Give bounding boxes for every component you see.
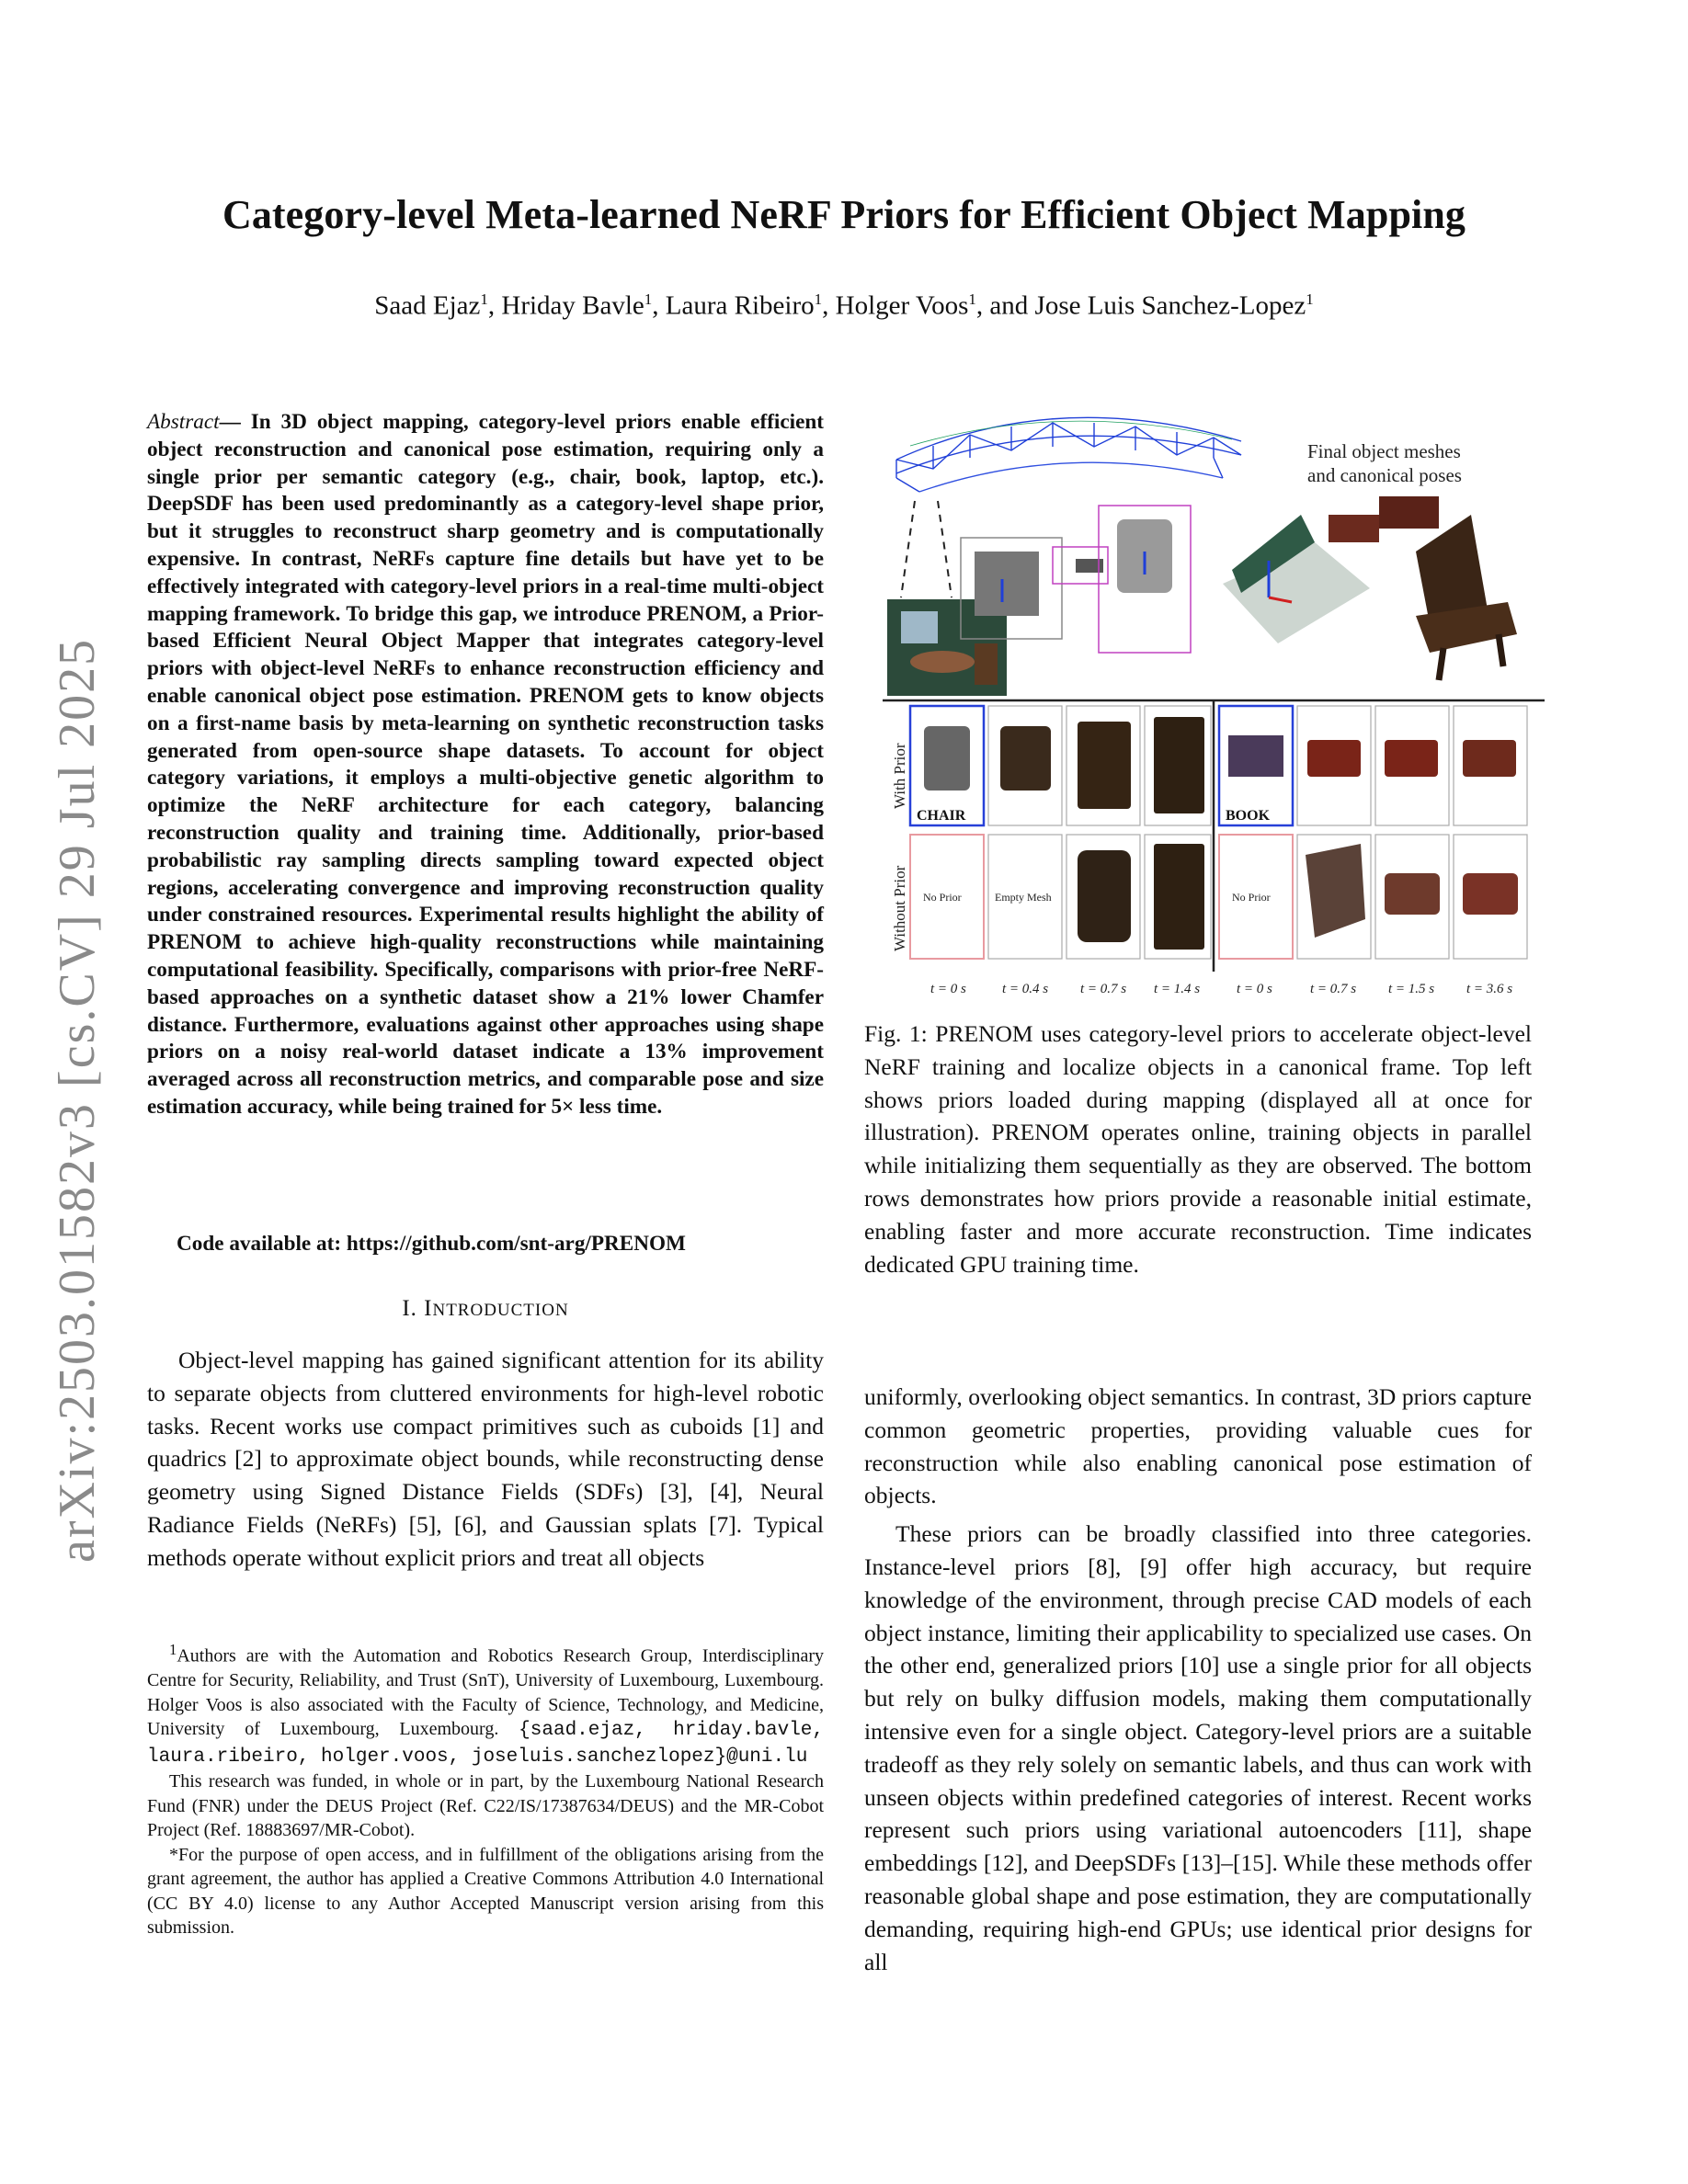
final-meshes-graphic [1223, 496, 1517, 680]
empty-mesh-label: Empty Mesh [995, 891, 1052, 904]
author-list: Saad Ejaz$^1$, Hriday Bavle$^1$, Laura Ribeiro$^1$, Holger Voos$^1$, and Jose Luis Sanchez-Lopez$^1$ [374, 290, 1314, 321]
author: Laura Ribeiro [665, 290, 815, 321]
footnote-funding: This research was funded, in whole or in part, by the Luxembourg National Research Fund (FNR) under the DEUS Project (Ref. C22/IS/17387634/DEUS) and the MR-Cobot Project (Ref. 18883697/MR-Cobot). [147, 1771, 824, 1841]
without-prior-row [910, 835, 1527, 959]
intro-paragraph: Object-level mapping has gained significant attention for its ability to separate objects from cluttered environments for high-level robotic tasks. Recent works use compact primitives such as cuboids [1] and quadrics [2] to approximate object bounds, while reconstructing dense geometry using Signed Distance Fields (SDFs) [3], [4], Neural Radiance Fields (NeRFs) [5], [6], and Gaussian splats [7]. Typical methods operate without explicit priors and treat all objects [147, 1347, 824, 1571]
time-label: t = 0 s [1237, 982, 1272, 996]
affiliation-mark: 1 [814, 290, 823, 308]
right-column-text [864, 1381, 1532, 1978]
code-link[interactable]: Code available at: https://github.com/snt-arg/PRENOM [177, 1232, 686, 1256]
author: Holger Voos [835, 290, 969, 321]
no-prior-label: No Prior [923, 891, 962, 904]
author: and Jose Luis Sanchez-Lopez [989, 290, 1306, 321]
paragraph: These priors can be broadly classified into three categories. Instance-level priors [8], [9] offer high accuracy, but require knowledge of the environment, through precise CAD models of each object instance, limiting their applicability to specialized use cases. On the other end, generalized priors [10] use a single prior for all objects but rely on bulky diffusion models, making them computationally intensive even for a single object. Category-level priors are a suitable tradeoff as they rely solely on semantic labels, and thus can work with unseen objects within predefined categories of interest. Recent works represent such priors using variational autoencoders [11], shape embeddings [12], and DeepSDFs [13]–[15]. While these methods offer reasonable global shape and pose estimation, they are computationally demanding, requiring high-end GPUs; use identical prior designs for all [864, 1520, 1532, 1975]
affiliation-mark: 1 [1306, 290, 1314, 308]
final-meshes-label: and canonical poses [1307, 464, 1462, 486]
time-label: t = 3.6 s [1466, 982, 1513, 996]
with-prior-row [910, 706, 1527, 825]
affiliation-mark: 1 [968, 290, 976, 308]
footnote-affiliation: $^1$Authors are with the Automation and Robotics Research Group, Interdisciplinary Centre for Security, Reliability, and Trust (SnT), University of Luxembourg, Luxembourg. Holger Voos is also associated with the Faculty of Science, Technology, and Medicine, University of Luxembourg, Luxembourg. {saad.ejaz, hriday.bavle, laura.ribeiro, holger.voos, joseluis.sanchezlopez}@uni.lu [147, 1641, 824, 1768]
row-label-with-prior: With Prior [891, 743, 908, 809]
paragraph: uniformly, overlooking object semantics. In contrast, 3D priors capture common geometric properties, providing valuable cues for reconstruction while also enabling canonical pose estimation of objects. [864, 1383, 1532, 1509]
figure-1 [883, 404, 1545, 1011]
prior-dome-graphic [896, 417, 1241, 492]
author: Hriday Bavle [501, 290, 644, 321]
time-label: t = 0 s [930, 982, 966, 996]
time-label: t = 0.7 s [1080, 982, 1127, 996]
author-emails: {saad.ejaz, hriday.bavle, laura.ribeiro, holger.voos, joseluis.sanchezlopez}@uni.lu [147, 1720, 824, 1768]
time-label: t = 0.4 s [1002, 982, 1049, 996]
time-label: t = 1.5 s [1388, 982, 1435, 996]
arxiv-stamp: arXiv:2503.01582v3 [cs.CV] 29 Jul 2025 [49, 637, 106, 1563]
time-label: t = 1.4 s [1154, 982, 1201, 996]
section-heading: I. INTRODUCTION [402, 1296, 569, 1321]
final-meshes-label: Final object meshes [1307, 440, 1461, 462]
paper-title: Category-level Meta-learned NeRF Priors for Efficient Object Mapping [222, 192, 1466, 237]
author: Saad Ejaz [374, 290, 481, 321]
figure-caption: Fig. 1: PRENOM uses category-level priors to accelerate object-level NeRF training and localize objects in a canonical frame. Top left shows priors loaded during mapping (displayed all at once for illustration). PRENOM operates online, training objects in parallel while initializing them sequentially as they are observed. The bottom rows demonstrates how priors provide a reasonable initial estimate, enabling faster and more accurate reconstruction. Time indicates dedicated GPU training time. [864, 1020, 1532, 1278]
affiliation-mark: 1 [644, 290, 653, 308]
time-labels [930, 982, 1512, 996]
category-label-book: BOOK [1226, 808, 1271, 824]
abstract [147, 409, 824, 1121]
no-prior-label: No Prior [1232, 891, 1271, 904]
row-label-without-prior: Without Prior [891, 865, 908, 951]
category-label-chair: CHAIR [917, 808, 966, 824]
abstract-heading: Abstract [147, 410, 220, 434]
time-label: t = 0.7 s [1310, 982, 1357, 996]
figure-1-graphic [883, 404, 1545, 1011]
footnote-license: *For the purpose of open access, and in fulfillment of the obligations arising from the grant agreement, the author has applied a Creative Commons Attribution 4.0 International (CC BY 4.0) license to any Author Accepted Manuscript version arising from this submission. [147, 1844, 824, 1939]
footnotes [147, 1638, 824, 1940]
affiliation-mark: 1 [480, 290, 488, 308]
abstract-body: — In 3D object mapping, category-level priors enable efficient object reconstruction and canonical pose estimation, requiring only a single prior per semantic category (e.g., chair, book, laptop, etc.). DeepSDF has been used predominantly as a category-level shape prior, but it struggles to reconstruct sharp geometry and is computationally expensive. In contrast, NeRFs capture fine details but have yet to be effectively integrated with category-level priors in a real-time multi-object mapping framework. To bridge this gap, we introduce PRENOM, a Prior-based Efficient Neural Object Mapper that integrates category-level priors with object-level NeRFs to enhance reconstruction efficiency and enable canonical object pose estimation. PRENOM gets to know objects on a first-name basis by meta-learning on synthetic reconstruction tasks generated from open-source shape datasets. To account for object category variations, it employs a multi-objective genetic algorithm to optimize the NeRF architecture for each category, balancing reconstruction quality and training time. Additionally, prior-based probabilistic ray sampling directs sampling toward expected object regions, accelerating convergence and improving reconstruction quality under constrained resources. Experimental results highlight the ability of PRENOM to achieve high-quality reconstructions while maintaining computational feasibility. Specifically, comparisons with prior-free NeRF-based approaches on a synthetic dataset show a 21% lower Chamfer distance. Furthermore, evaluations against other approaches using shape priors on a noisy real-world dataset indicate a 13% improvement averaged across all reconstruction metrics, and comparable pose and size estimation accuracy, while being trained for 5× less time. [147, 410, 824, 1119]
